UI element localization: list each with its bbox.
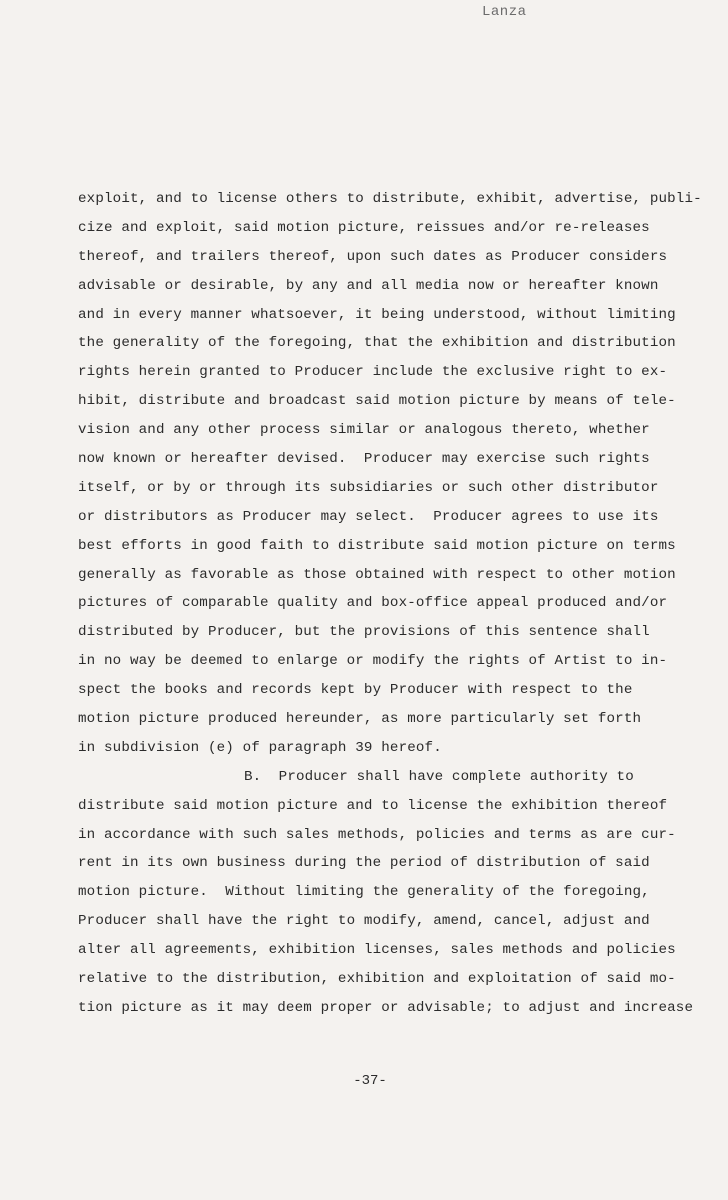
text-line: cize and exploit, said motion picture, reissues and/or re-releases xyxy=(78,219,650,236)
text-line: rights herein granted to Producer include the exclusive right to ex- xyxy=(78,364,668,381)
body-text xyxy=(78,185,702,1023)
text-line: motion picture. Without limiting the generality of the foregoing, xyxy=(78,884,650,901)
text-line: distributed by Producer, but the provisions of this sentence shall xyxy=(78,624,650,641)
text-line: motion picture produced hereunder, as more particularly set forth xyxy=(78,711,642,728)
text-line: Producer shall have the right to modify, amend, cancel, adjust and xyxy=(78,913,650,930)
text-line: thereof, and trailers thereof, upon such dates as Producer considers xyxy=(78,248,668,265)
text-line: in accordance with such sales methods, policies and terms as are cur- xyxy=(78,826,676,843)
text-line: relative to the distribution, exhibition and exploitation of said mo- xyxy=(78,971,676,988)
text-line: hibit, distribute and broadcast said motion picture by means of tele- xyxy=(78,393,676,410)
text-line: now known or hereafter devised. Producer may exercise such rights xyxy=(78,451,650,468)
text-line: itself, or by or through its subsidiaries or such other distributor xyxy=(78,479,659,496)
text-line: the generality of the foregoing, that the exhibition and distribution xyxy=(78,335,676,352)
text-line: advisable or desirable, by any and all media now or hereafter known xyxy=(78,277,659,294)
text-line: in subdivision (e) of paragraph 39 hereof. xyxy=(78,739,442,756)
text-line: distribute said motion picture and to license the exhibition thereof xyxy=(78,797,668,814)
text-line: vision and any other process similar or analogous thereto, whether xyxy=(78,422,650,439)
text-line: spect the books and records kept by Producer with respect to the xyxy=(78,682,633,699)
text-line: and in every manner whatsoever, it being understood, without limiting xyxy=(78,306,676,323)
text-line: in no way be deemed to enlarge or modify the rights of Artist to in- xyxy=(78,653,668,670)
text-line: pictures of comparable quality and box-office appeal produced and/or xyxy=(78,595,668,612)
text-line: generally as favorable as those obtained with respect to other motion xyxy=(78,566,676,583)
text-line: tion picture as it may deem proper or advisable; to adjust and increase xyxy=(78,999,694,1016)
text-line: alter all agreements, exhibition licenses, sales methods and policies xyxy=(78,942,676,959)
text-line: or distributors as Producer may select. Producer agrees to use its xyxy=(78,508,659,525)
text-line: rent in its own business during the period of distribution of said xyxy=(78,855,650,872)
header-name: Lanza xyxy=(482,4,527,20)
page-number: -37- xyxy=(353,1073,387,1089)
text-line: exploit, and to license others to distribute, exhibit, advertise, publi- xyxy=(78,191,702,207)
paragraph-b-first-line: B. Producer shall have complete authority to xyxy=(244,768,634,785)
text-line: best efforts in good faith to distribute said motion picture on terms xyxy=(78,537,676,554)
